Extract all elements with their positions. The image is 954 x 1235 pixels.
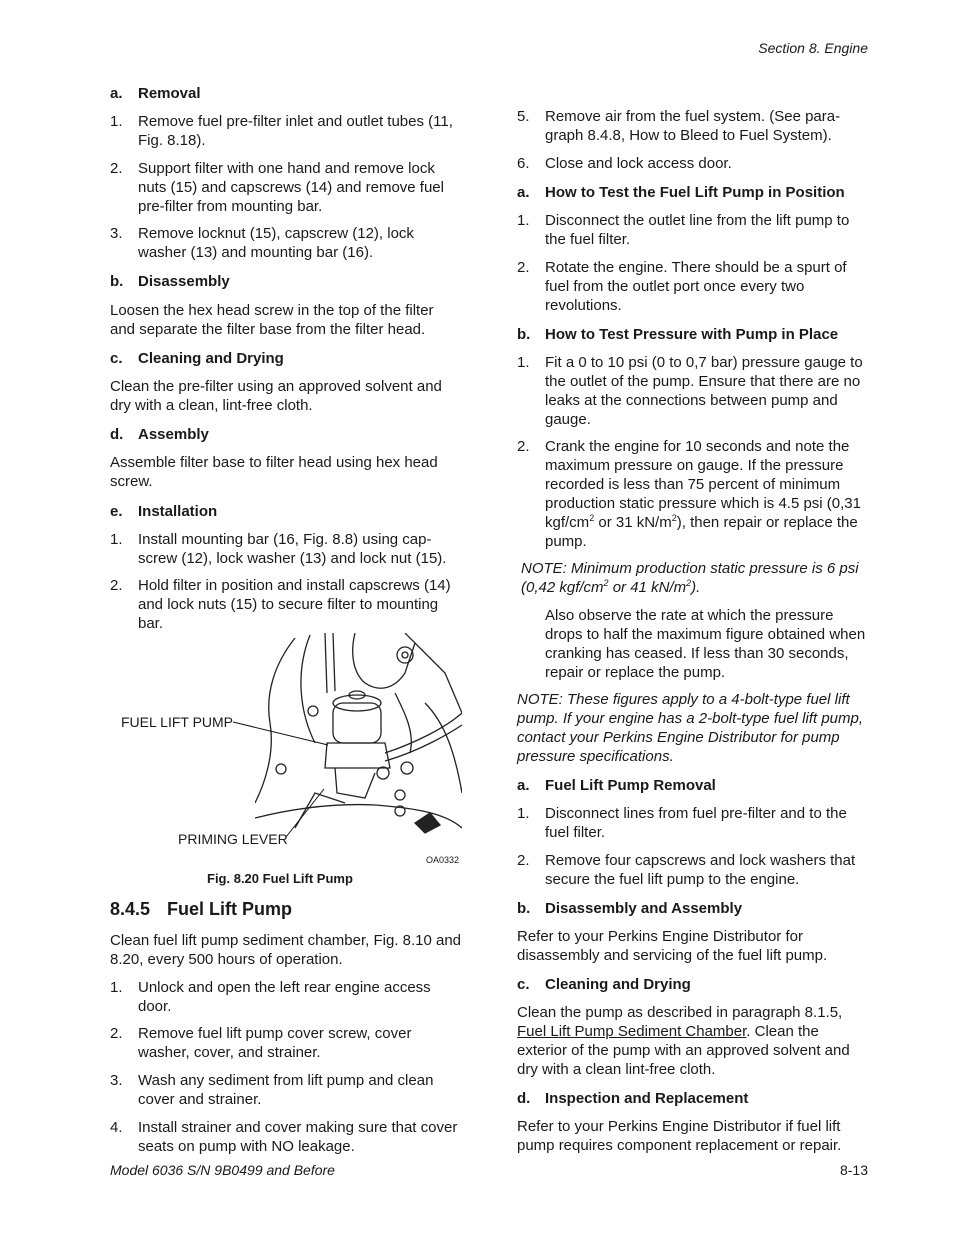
removal-heading: a. Removal xyxy=(110,85,201,102)
disassembly-heading: b. Disassembly xyxy=(110,273,230,290)
test-position-heading: a. How to Test the Fuel Lift Pump in Position xyxy=(517,184,845,201)
list-item: 6. Close and lock access door. xyxy=(517,155,732,172)
test-pressure-heading: b. How to Test Pressure with Pump in Place xyxy=(517,326,839,343)
note-bolt-type: NOTE: These figures apply to a 4-bolt-type fuel lift pump. If your engine has a 2-bolt-type fuel lift pump, contact your Perkins Engine Distributor for pump pressure specifications. xyxy=(517,691,864,765)
section-intro: Clean fuel lift pump sediment chamber, Fig. 8.10 and 8.20, every 500 hours of operation. xyxy=(110,932,462,968)
lever-leader-line xyxy=(286,785,336,840)
assembly-text: Assemble filter base to filter head using hex head screw. xyxy=(110,454,438,490)
list-item: 2. Hold filter in position and install capscrews (14) and lock nuts (15) to secure filter to mounting bar. xyxy=(110,577,451,632)
footer-model: Model 6036 S/N 9B0499 and Before xyxy=(110,1162,335,1178)
list-item: 1. Unlock and open the left rear engine access door. xyxy=(110,979,431,1015)
disassembly-assembly-heading: b. Disassembly and Assembly xyxy=(517,900,743,917)
disassembly-text: Loosen the hex head screw in the top of the filter and separate the filter base from the filter head. xyxy=(110,302,434,338)
sediment-chamber-reference: Fuel Lift Pump Sediment Chamber xyxy=(517,1023,747,1040)
disassembly-assembly-text: Refer to your Perkins Engine Distributor for disassembly and servicing of the fuel lift pump. xyxy=(517,928,828,964)
pump-leader-line xyxy=(233,715,333,755)
list-item: 1. Remove fuel pre-filter inlet and outlet tubes (11, Fig. 8.18). xyxy=(110,113,453,149)
list-item: 1. Disconnect the outlet line from the lift pump to the fuel filter. xyxy=(517,212,850,248)
list-item: 1. Install mounting bar (16, Fig. 8.8) using cap-screw (12), lock washer (13) and lock nut (15). xyxy=(110,531,447,567)
list-item: 3. Remove locknut (15), capscrew (12), lock washer (13) and mounting bar (16). xyxy=(110,225,414,261)
list-item: 4. Install strainer and cover making sure that cover seats on pump with NO leakage. xyxy=(110,1119,458,1155)
fuel-lift-pump-label: FUEL LIFT PUMP xyxy=(121,714,234,730)
priming-lever-label: PRIMING LEVER xyxy=(178,831,288,847)
list-item: 2. Remove four capscrews and lock washers that secure the fuel lift pump to the engine. xyxy=(517,852,856,888)
pump-cleaning-text: Clean the pump as described in paragraph 8.1.5, Fuel Lift Pump Sediment Chamber. Clean the exterior of the pump with an approved solvent and dry with a clean lint-free cloth. xyxy=(517,1004,850,1078)
cleaning-heading: c. Cleaning and Drying xyxy=(110,350,284,367)
section-heading: 8.4.5 Fuel Lift Pump xyxy=(110,899,292,919)
pump-removal-heading: a. Fuel Lift Pump Removal xyxy=(517,777,716,794)
pressure-drop-text: Also observe the rate at which the pressure drops to half the maximum figure obtained when cranking has ceased. If less than 30 seconds, repair or replace the pump. xyxy=(545,607,866,681)
installation-heading: e. Installation xyxy=(110,503,218,520)
pump-cleaning-heading: c. Cleaning and Drying xyxy=(517,976,691,993)
inspection-text: Refer to your Perkins Engine Distributor if fuel lift pump requires component replacement or repair. xyxy=(517,1118,842,1154)
figure-code: OA0332 xyxy=(426,855,460,865)
list-item: 2. Remove fuel lift pump cover screw, cover washer, cover, and strainer. xyxy=(110,1025,412,1061)
list-item: 5. Remove air from the fuel system. (See para-graph 8.4.8, How to Bleed to Fuel System). xyxy=(517,108,841,144)
cleaning-text: Clean the pre-filter using an approved solvent and dry with a clean, lint-free cloth. xyxy=(110,378,442,414)
note-min-pressure: NOTE: Minimum production static pressure is 6 psi (0,42 kgf/$cm^2$ or 41 $kN/m^2$). xyxy=(521,560,859,596)
list-item: 1. Fit a 0 to 10 psi (0 to 0,7 bar) pressure gauge to the outlet of the pump. Ensure that there are no leaks at the connections between pump and gauge. xyxy=(517,354,863,428)
inspection-heading: d. Inspection and Replacement xyxy=(517,1090,749,1107)
figure-caption: Fig. 8.20 Fuel Lift Pump xyxy=(207,871,353,886)
page-number: 8-13 xyxy=(839,1162,868,1178)
list-item: 2. Crank the engine for 10 seconds and note the maximum pressure on gauge. If the pressure recorded is less than 75 percent of minimum production static pressure which is 4.5 psi (0,31 kgf/$cm^2$ or 31 $kN/m^2$), then repair or replace the pump. xyxy=(517,438,861,550)
list-item: 2. Support filter with one hand and remove lock nuts (15) and capscrews (14) and remove fuel pre-filter from mounting bar. xyxy=(110,160,444,215)
list-item: 2. Rotate the engine. There should be a spurt of fuel from the outlet port once every two revolutions. xyxy=(517,259,847,314)
list-item: 3. Wash any sediment from lift pump and clean cover and strainer. xyxy=(110,1072,434,1108)
section-header: Section 8. Engine xyxy=(758,40,868,56)
assembly-heading: d. Assembly xyxy=(110,426,209,443)
list-item: 1. Disconnect lines from fuel pre-filter and to the fuel filter. xyxy=(517,805,847,841)
